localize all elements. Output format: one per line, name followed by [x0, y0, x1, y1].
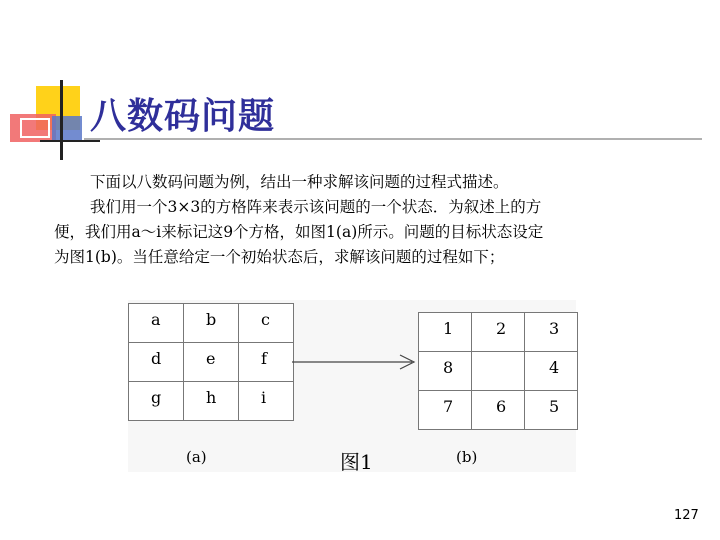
paragraph-line: 下面以八数码问题为例，结出一种求解该问题的过程式描述。 — [90, 173, 509, 191]
paragraph-line: 我们用一个3×3的方格阵来表示该问题的一个状态．为叙述上的方 — [90, 198, 542, 216]
cell-label: f — [261, 349, 267, 368]
grid-a-cell — [129, 304, 184, 343]
grid-a-cell — [184, 382, 239, 421]
grid-a-cell — [129, 382, 184, 421]
grid-b — [418, 312, 578, 430]
cell-number: 6 — [496, 397, 507, 416]
grid-a — [128, 303, 294, 421]
cell-label: g — [151, 388, 162, 407]
cell-label: c — [261, 310, 270, 329]
cell-label: i — [261, 388, 267, 407]
grid-b-cell — [525, 391, 578, 430]
caption-a: (a) — [186, 448, 207, 466]
decor-vertical-line — [60, 80, 63, 160]
cell-label: h — [206, 388, 217, 407]
figure-caption: 图1 — [340, 450, 373, 474]
grid-b-cell — [525, 313, 578, 352]
grid-a-cell — [239, 343, 294, 382]
cell-number: 3 — [549, 319, 560, 338]
cell-number — [472, 352, 524, 358]
cell-number: 8 — [443, 358, 454, 377]
cell-number: 1 — [443, 319, 454, 338]
decor-blue-square — [52, 116, 82, 142]
grid-b-cell — [472, 391, 525, 430]
cell-label: a — [151, 310, 161, 329]
cell-number: 4 — [549, 358, 560, 377]
grid-b-cell — [472, 352, 525, 391]
body-text — [54, 170, 694, 270]
grid-a-cell — [184, 343, 239, 382]
caption-b: (b) — [456, 448, 478, 466]
paragraph-line: 为图1(b)。当任意给定一个初始状态后，求解该问题的过程如下； — [54, 248, 505, 266]
arrow-right-icon — [290, 352, 420, 372]
grid-b-cell — [419, 313, 472, 352]
slide-title: 八数码问题 — [90, 96, 276, 137]
decor-dark-rule — [40, 140, 100, 142]
cell-label: b — [206, 310, 217, 329]
cell-number: 5 — [549, 397, 560, 416]
grid-a-cell — [239, 304, 294, 343]
grid-b-cell — [419, 391, 472, 430]
grid-b-cell — [419, 352, 472, 391]
cell-label: d — [151, 349, 162, 368]
cell-number: 7 — [443, 397, 454, 416]
grid-a-cell — [239, 382, 294, 421]
grid-a-cell — [129, 343, 184, 382]
grid-b-cell — [525, 352, 578, 391]
page-number: 127 — [674, 508, 699, 523]
grid-a-cell — [184, 304, 239, 343]
cell-number: 2 — [496, 319, 507, 338]
cell-label: e — [206, 349, 216, 368]
decor-red-square-outline — [20, 118, 50, 138]
paragraph-line: 便，我们用a～i来标记这9个方格，如图1(a)所示。问题的目标状态设定 — [54, 223, 544, 241]
grid-b-cell — [472, 313, 525, 352]
